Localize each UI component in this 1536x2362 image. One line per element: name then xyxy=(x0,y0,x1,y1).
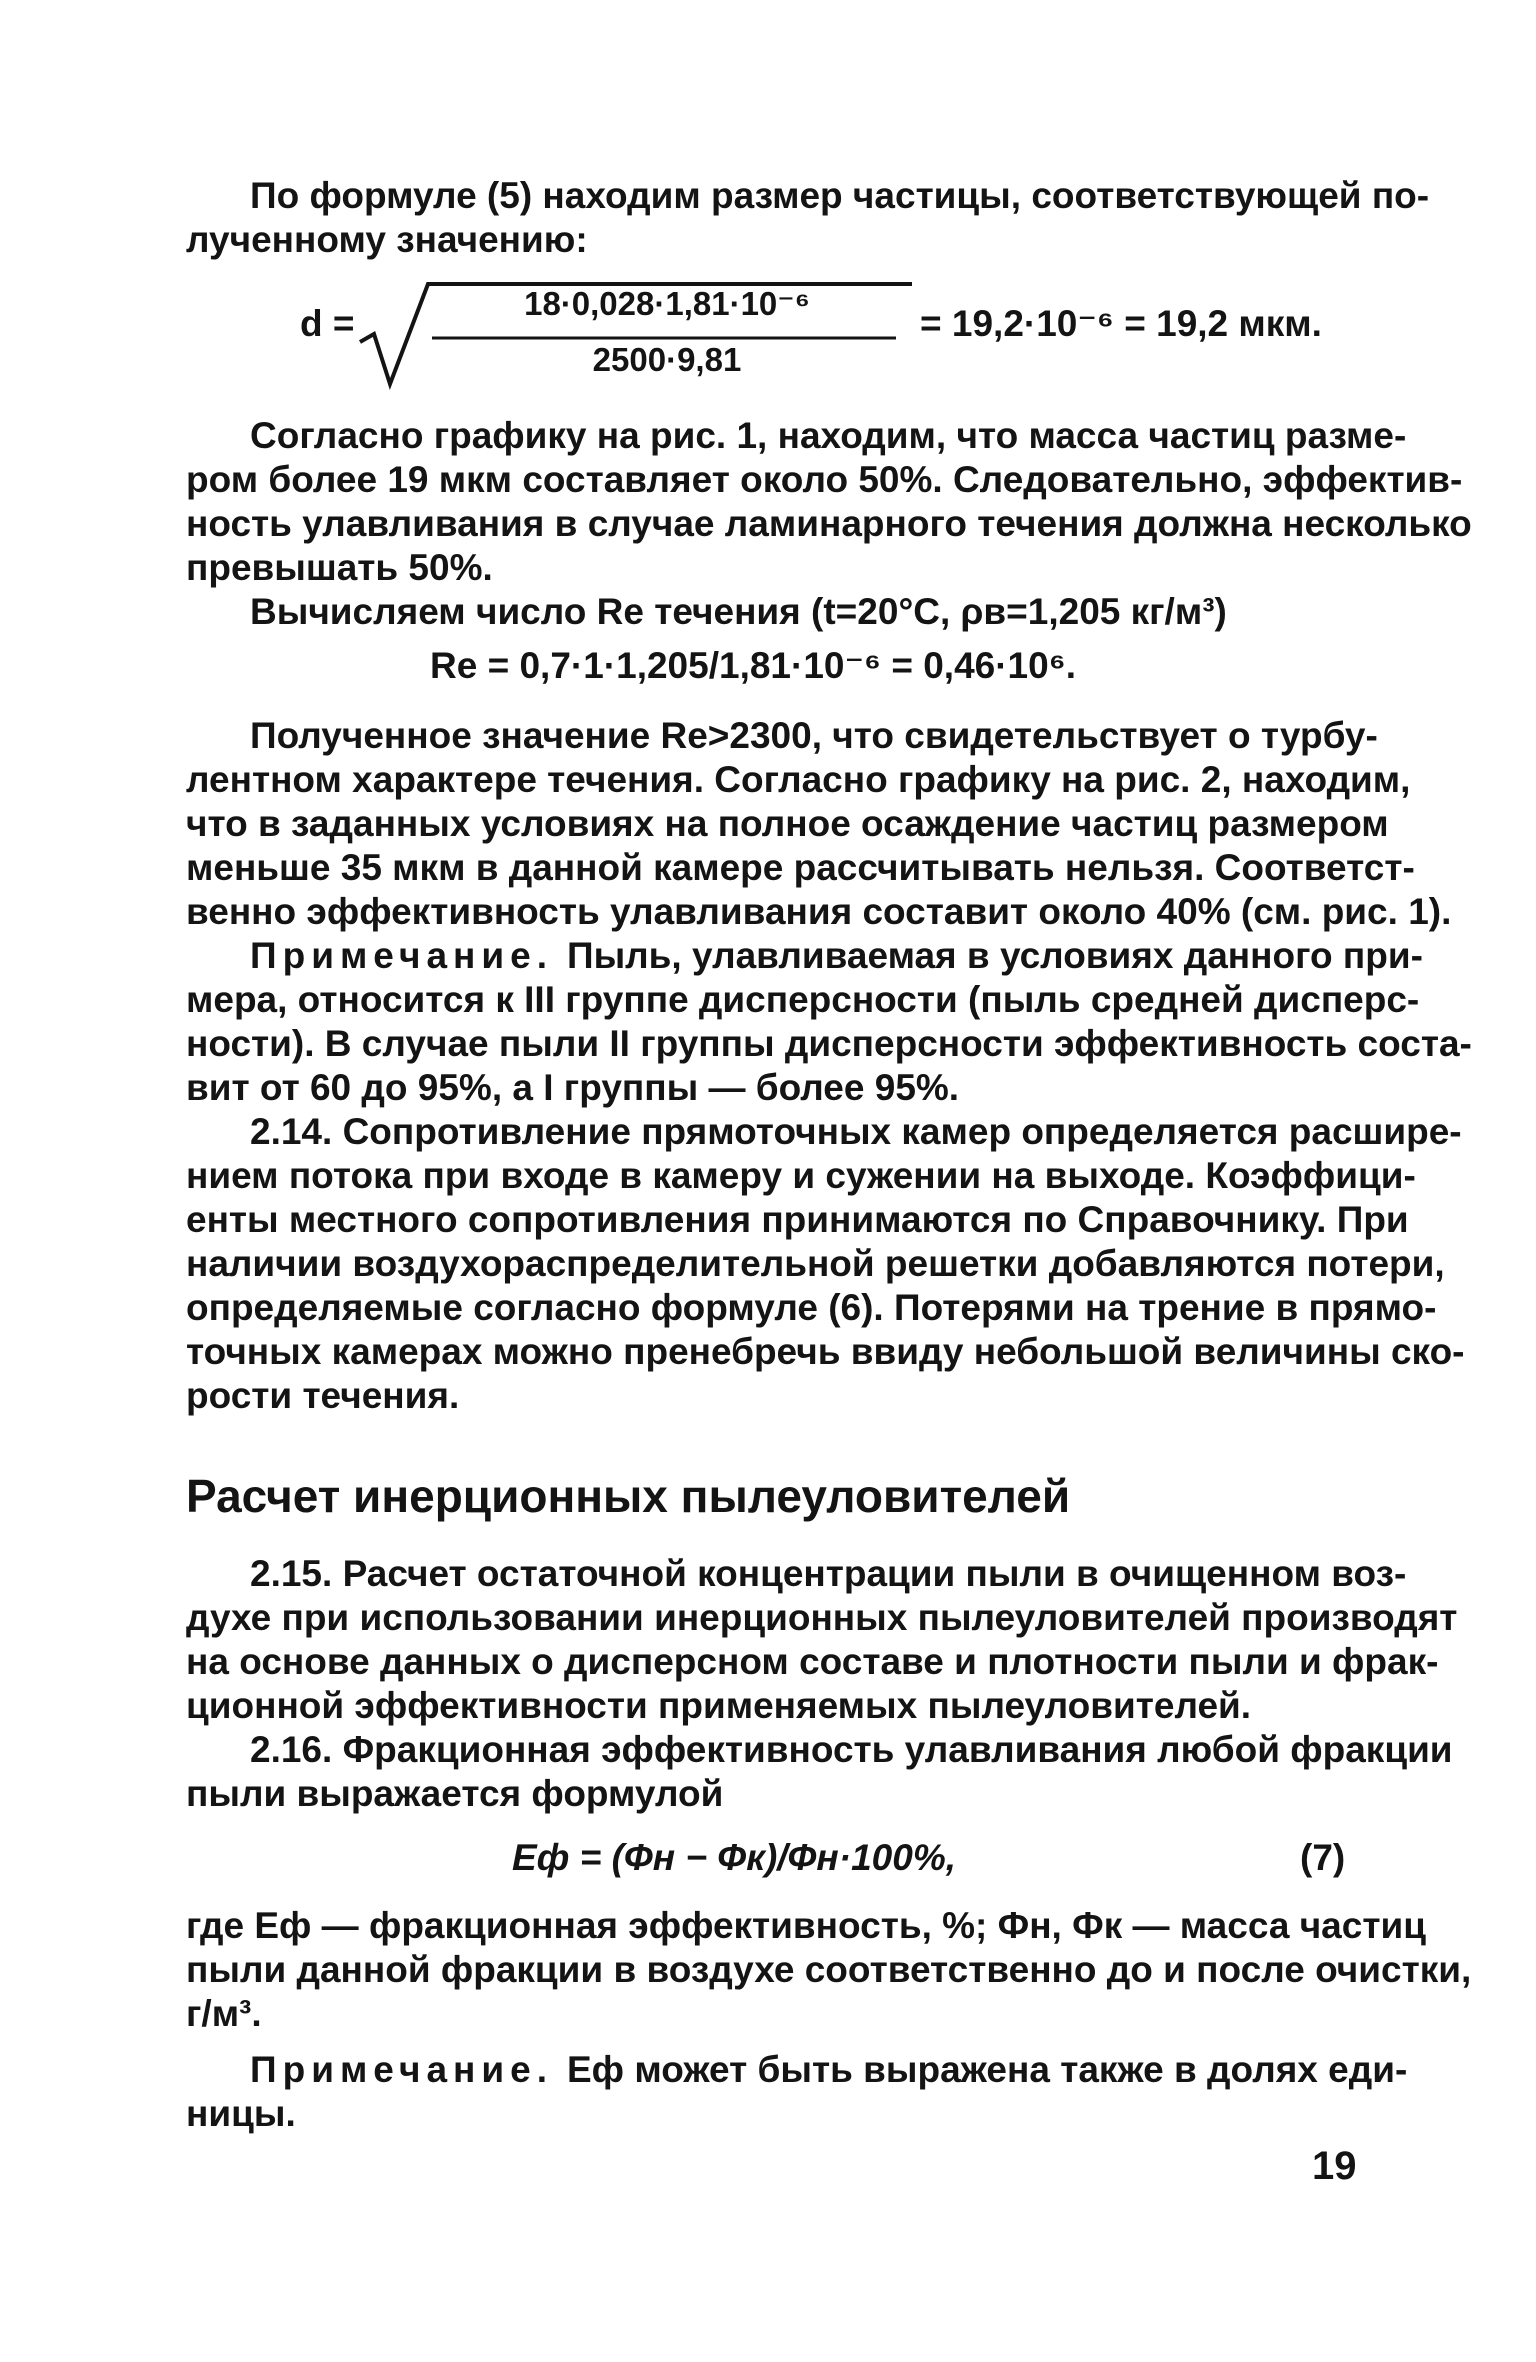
text-line: Пыль, улавливаемая в условиях данного при- xyxy=(566,935,1423,976)
formula-d-result: = 19,2·10⁻⁶ = 19,2 мкм. xyxy=(920,303,1322,344)
note-label: Примечание. xyxy=(250,935,553,976)
text-line: Вычисляем число Re течения (t=20°С, ρв=1,205 кг/м³) xyxy=(250,591,1227,632)
text-line: енты местного сопротивления принимаются по Справочнику. При xyxy=(186,1199,1409,1240)
text-line: что в заданных условиях на полное осаждение частиц размером xyxy=(186,803,1389,844)
text-line: г/м³. xyxy=(186,1993,262,2034)
note-line xyxy=(250,2048,1408,2092)
text-line: 2.16. Фракционная эффективность улавливания любой фракции xyxy=(250,1729,1453,1770)
formula-7-number: (7) xyxy=(1300,1837,1346,1878)
text-line: вит от 60 до 95%, а I группы — более 95%. xyxy=(186,1067,960,1108)
note-label: Примечание. xyxy=(250,2049,553,2090)
text-line: 2.14. Сопротивление прямоточных камер определяется расшире- xyxy=(250,1111,1462,1152)
text-line: 2.15. Расчет остаточной концентрации пыли в очищенном воз- xyxy=(250,1553,1407,1594)
text-line: лентном характере течения. Согласно графику на рис. 2, находим, xyxy=(186,759,1411,800)
text-line: пыли данной фракции в воздухе соответственно до и после очистки, xyxy=(186,1949,1472,1990)
text-line: наличии воздухораспределительной решетки добавляются потери, xyxy=(186,1243,1445,1284)
section-heading: Расчет инерционных пылеуловителей xyxy=(186,1470,1071,1522)
formula-d-denominator: 2500·9,81 xyxy=(592,341,742,378)
text-line: нием потока при входе в камеру и сужении на выходе. Коэффици- xyxy=(186,1155,1416,1196)
page-number: 19 xyxy=(1312,2144,1357,2188)
text-line: Согласно графику на рис. 1, находим, что масса частиц разме- xyxy=(250,415,1407,456)
text-line: точных камерах можно пренебречь ввиду небольшой величины ско- xyxy=(186,1331,1465,1372)
text-line: ницы. xyxy=(186,2093,296,2134)
text-line: где Eф — фракционная эффективность, %; Фн, Фк — масса частиц xyxy=(186,1905,1426,1946)
text-line: венно эффективность улавливания составит около 40% (см. рис. 1). xyxy=(186,891,1452,932)
formula-d-lhs: d = xyxy=(300,303,355,344)
text-line: меньше 35 мкм в данной камере рассчитывать нельзя. Соответст- xyxy=(186,847,1415,888)
text-line: ность улавливания в случае ламинарного течения должна несколько xyxy=(186,503,1472,544)
text-line: рости течения. xyxy=(186,1375,460,1416)
text-line: пыли выражается формулой xyxy=(186,1773,724,1814)
text-line: на основе данных о дисперсном составе и плотности пыли и фрак- xyxy=(186,1641,1439,1682)
note-line xyxy=(250,934,1423,978)
text-line: ром более 19 мкм составляет около 50%. Следовательно, эффектив- xyxy=(186,459,1463,500)
text-line: Полученное значение Re>2300, что свидетельствует о турбу- xyxy=(250,715,1378,756)
text-line: Eф может быть выражена также в долях еди- xyxy=(566,2049,1408,2090)
formula-re: Re = 0,7·1·1,205/1,81·10⁻⁶ = 0,46·10⁶. xyxy=(430,645,1077,686)
text-line: ности). В случае пыли II группы дисперсности эффективность соста- xyxy=(186,1023,1472,1064)
text-line: мера, относится к III группе дисперсности (пыль средней дисперс- xyxy=(186,979,1420,1020)
text-line: духе при использовании инерционных пылеуловителей производят xyxy=(186,1597,1458,1638)
formula-d-numerator: 18·0,028·1,81·10⁻⁶ xyxy=(524,285,810,322)
text-line: превышать 50%. xyxy=(186,547,493,588)
text-line: По формуле (5) находим размер частицы, соответствующей по- xyxy=(250,175,1430,216)
text-line: лученному значению: xyxy=(186,219,588,260)
formula-7: Eф = (Фн − Фк)/Фн·100%, xyxy=(512,1837,957,1878)
text-line: определяемые согласно формуле (6). Потерями на трение в прямо- xyxy=(186,1287,1437,1328)
text-line: ционной эффективности применяемых пылеуловителей. xyxy=(186,1685,1252,1726)
